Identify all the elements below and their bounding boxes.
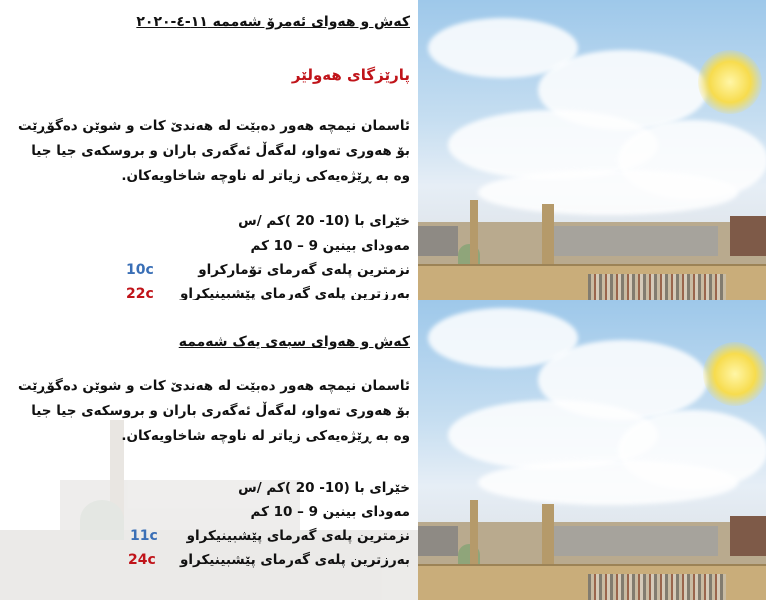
forecast-text-column xyxy=(0,0,418,300)
low-temp-label: نزمترین پلەی گەرمای تۆمارکراو xyxy=(198,262,410,278)
forecast-text-column xyxy=(0,300,418,600)
high-temp-label: بەرزترین پلەی گەرمای پێشبینیکراو xyxy=(180,552,410,568)
low-temp-label: نزمترین پلەی گەرمای پێشبینیکراو xyxy=(186,528,410,544)
location-name: پارێزگای هەولێر xyxy=(291,66,410,84)
panel-heading: کەش و هەوای سبەی یەک شەممە xyxy=(178,334,410,350)
city-photo xyxy=(418,0,766,300)
forecast-line: ئاسمان نیمچە هەور دەبێت لە هەندێ کات و شوێن دەگۆڕێت xyxy=(17,378,410,394)
high-temp-value: 24c xyxy=(128,552,156,568)
visibility: مەودای بینین 9 – 10 کم xyxy=(250,238,410,254)
panel-heading: کەش و هەوای ئەمرۆ شەممە ١١-٤-٢٠٢٠ xyxy=(136,14,410,30)
city-photo xyxy=(418,300,766,600)
high-temp-value: 22c xyxy=(126,286,154,300)
wind-speed: خێرای با (10- 20 )کم /س xyxy=(238,480,410,496)
forecast-line: وە بە ڕێژەیەکی زیاتر لە ناوچە شاخاویەکان. xyxy=(121,168,410,184)
wind-speed: خێرای با (10- 20 )کم /س xyxy=(238,213,410,229)
forecast-line: ئاسمان نیمچە هەور دەبێت لە هەندێ کات و شوێن دەگۆڕێت xyxy=(17,118,410,134)
forecast-line: بۆ هەوری تەواو، لەگەڵ ئەگەری باران و بروسکەی جیا جیا xyxy=(31,403,410,419)
low-temp-value: 11c xyxy=(130,528,158,544)
visibility: مەودای بینین 9 – 10 کم xyxy=(250,504,410,520)
forecast-line: بۆ هەوری تەواو، لەگەڵ ئەگەری باران و بروسکەی جیا جیا xyxy=(31,143,410,159)
high-temp-label: بەرزترین پلەی گەرمای پێشبینیکراو xyxy=(180,286,410,300)
forecast-line: وە بە ڕێژەیەکی زیاتر لە ناوچە شاخاویەکان. xyxy=(121,428,410,444)
low-temp-value: 10c xyxy=(126,262,154,278)
forecast-panel-tomorrow xyxy=(0,300,766,600)
